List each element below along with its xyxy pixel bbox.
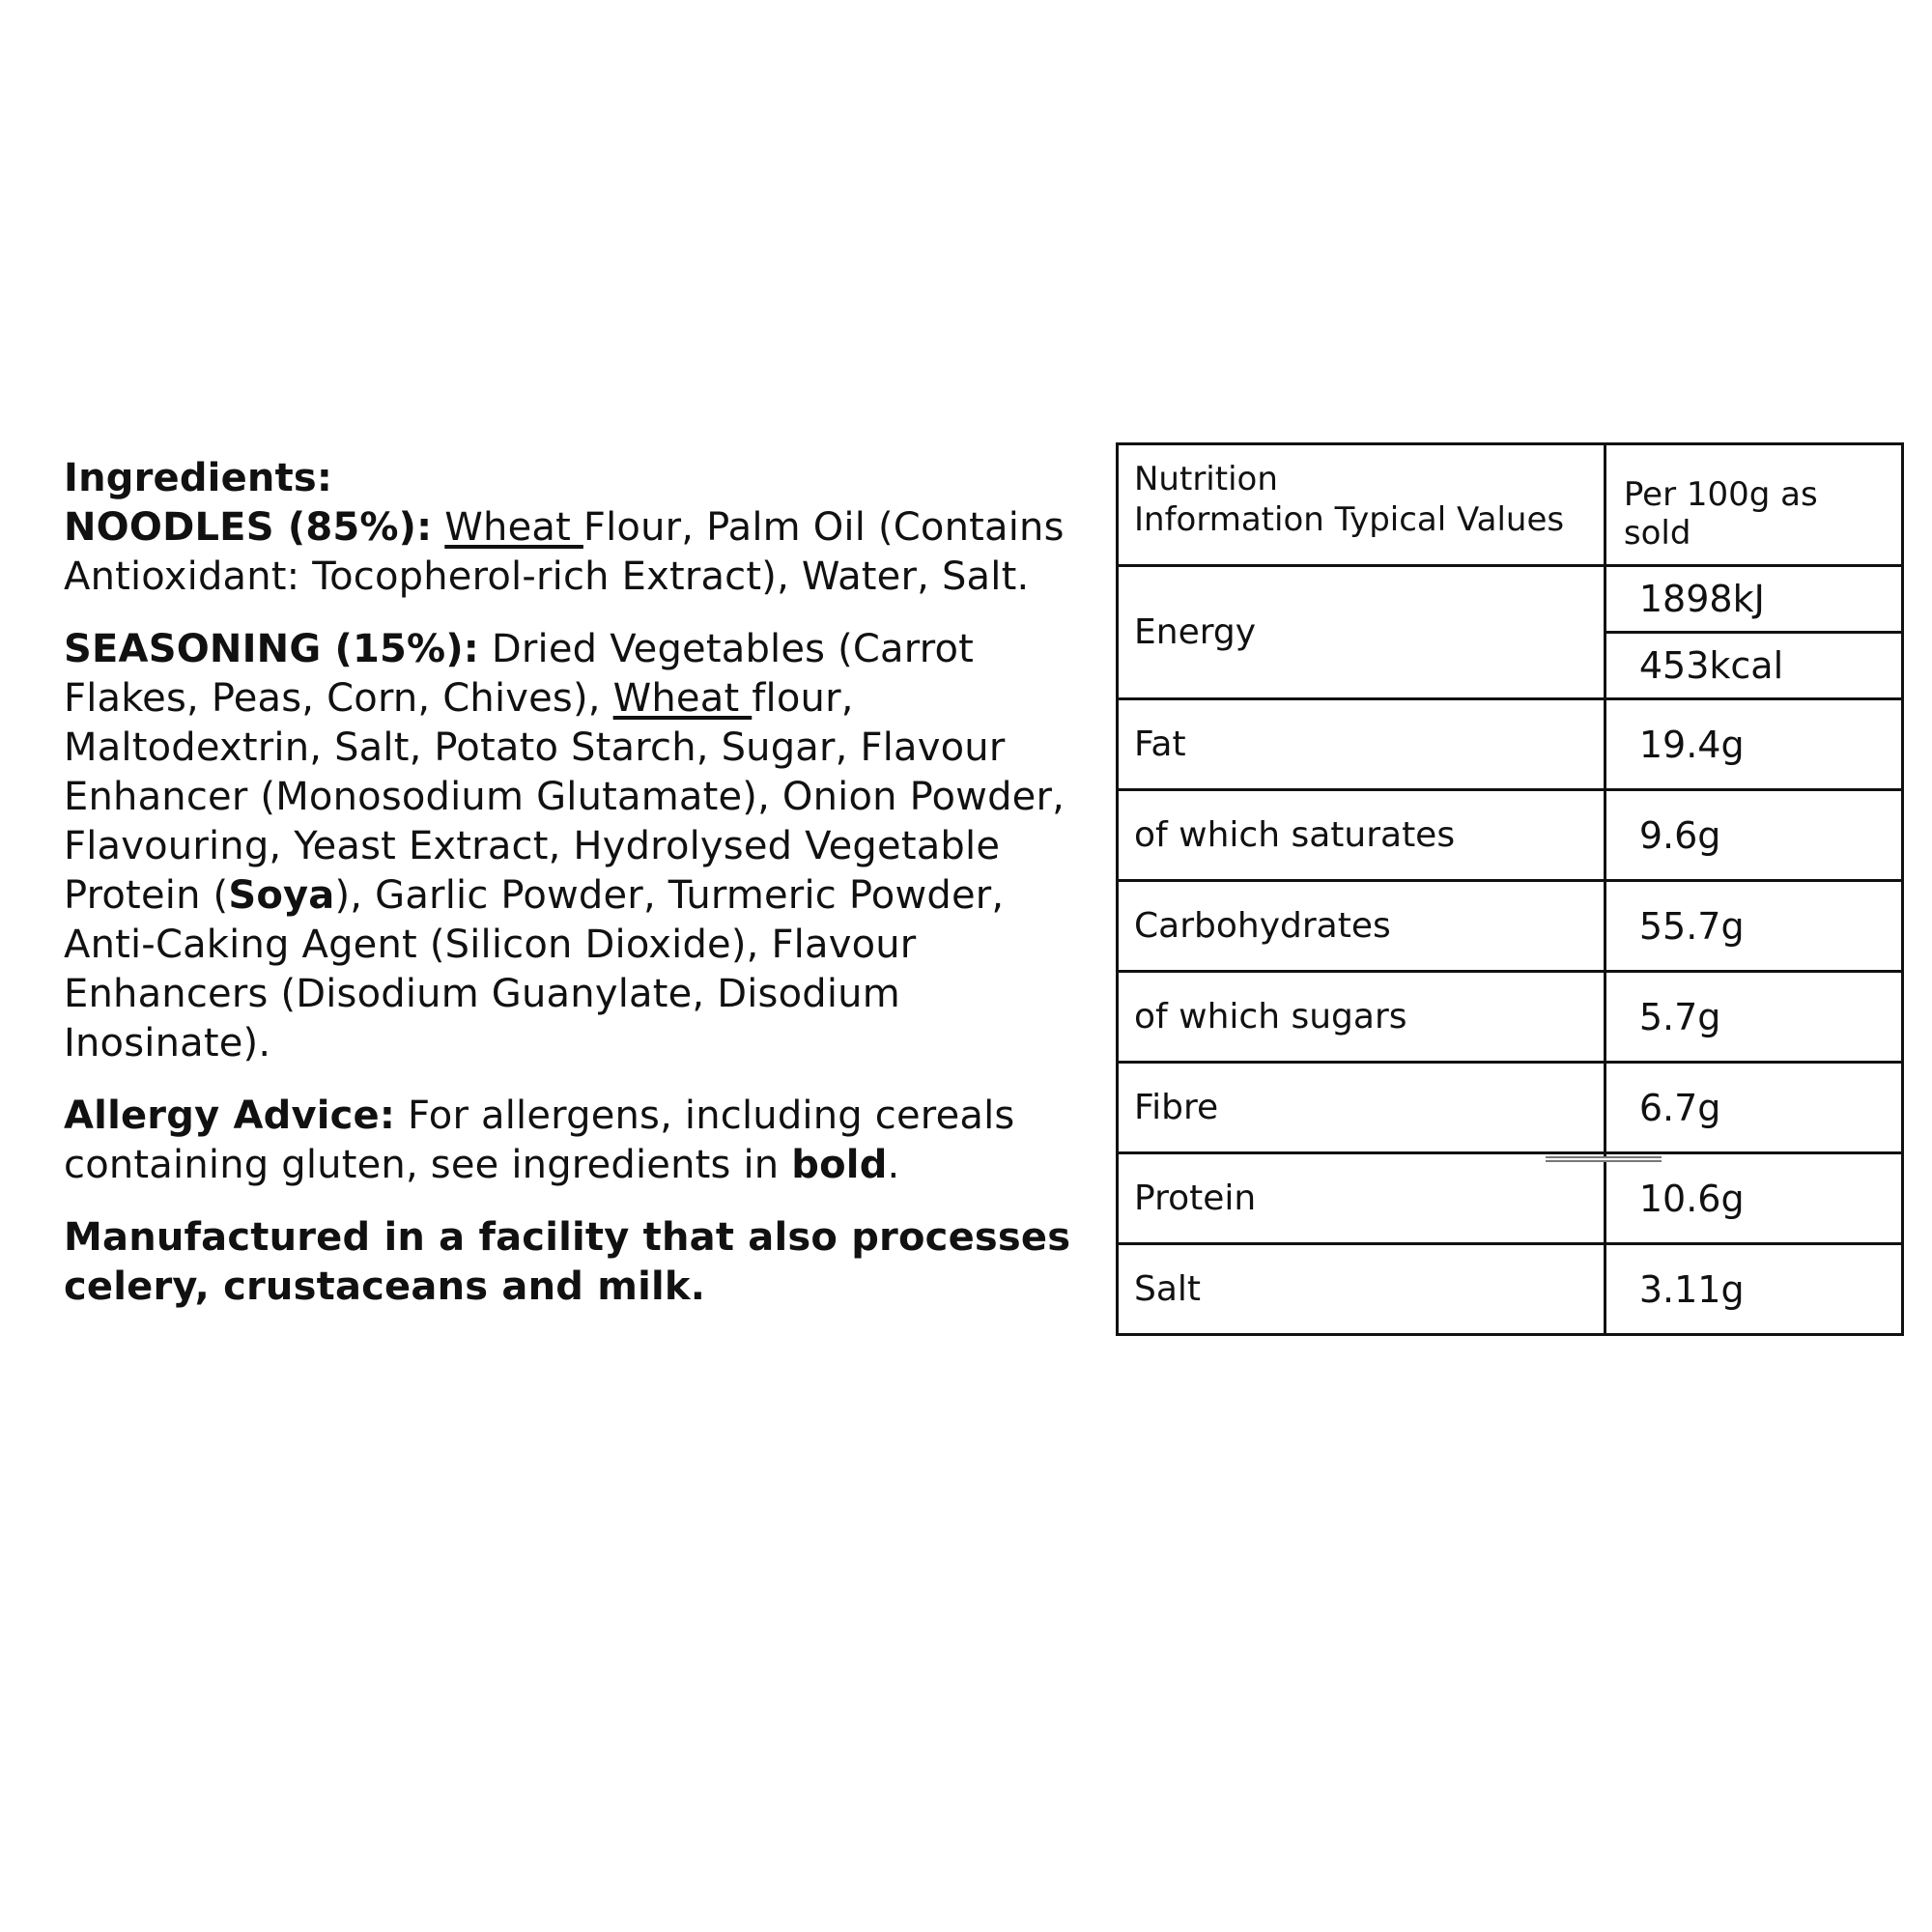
facility-statement: Manufactured in a facility that also processes celery, crustaceans and milk. [64, 1215, 1071, 1309]
nutrient-value: 55.7g [1605, 881, 1902, 972]
nutrient-value: 5.7g [1605, 972, 1902, 1063]
seasoning-label: SEASONING (15%): [64, 627, 479, 671]
nutrition-row [1118, 972, 1903, 1063]
nutrition-row [1118, 881, 1903, 972]
energy-label: Energy [1118, 566, 1605, 699]
allergy-end: . [887, 1143, 900, 1187]
table-line-artifact [1546, 1156, 1662, 1162]
nutrient-label: of which saturates [1118, 790, 1605, 881]
nutrient-label: of which sugars [1118, 972, 1605, 1063]
seasoning-text-2: flour, Maltodextrin, Salt, Potato Starch, Sugar, Flavour Enhancer (Monosodium Glutamate), Onion Powder, Flavouring, Yeast Extract, Hydrolysed Vegetable Protein ( [64, 676, 1065, 918]
nutrition-row [1118, 790, 1903, 881]
seasoning-paragraph [64, 625, 1097, 1068]
nutrient-value: 10.6g [1605, 1153, 1902, 1244]
nutrient-label: Protein [1118, 1153, 1605, 1244]
allergy-label: Allergy Advice: [64, 1094, 396, 1138]
allergy-text: For allergens, including cereals containing gluten, see ingredients in [64, 1094, 1015, 1187]
allergy-advice [64, 1092, 1097, 1190]
noodles-text: Flour, Palm Oil (Contains Antioxidant: Tocopherol-rich Extract), Water, Salt. [64, 505, 1065, 599]
energy-kj-value: 1898kJ [1605, 566, 1902, 633]
energy-row-kj [1118, 566, 1903, 633]
nutrition-header-row [1118, 444, 1903, 566]
seasoning-text-1: Dried Vegetables (Carrot Flakes, Peas, Corn, Chives), [64, 627, 975, 721]
nutrient-value: 6.7g [1605, 1063, 1902, 1153]
noodles-paragraph [64, 503, 1097, 602]
nutrition-header-line1: Nutrition [1134, 460, 1278, 498]
seasoning-allergen-soya: Soya [228, 873, 335, 918]
ingredients-block [64, 454, 1097, 1335]
nutrient-value: 19.4g [1605, 699, 1902, 790]
per-100g-header: Per 100g as sold [1605, 444, 1902, 566]
energy-kcal-value: 453kcal [1605, 633, 1902, 699]
nutrition-row [1118, 699, 1903, 790]
seasoning-allergen-wheat: Wheat [612, 676, 753, 721]
nutrition-row [1118, 1244, 1903, 1335]
nutrient-value: 9.6g [1605, 790, 1902, 881]
nutrition-header-line2: Information Typical Values [1134, 500, 1565, 539]
noodles-allergen-wheat: Wheat [444, 505, 583, 550]
nutrition-header-label [1118, 444, 1605, 566]
nutrient-value: 3.11g [1605, 1244, 1902, 1335]
allergy-bold-word: bold [791, 1143, 888, 1187]
ingredients-heading: Ingredients: [64, 456, 333, 500]
nutrient-label: Carbohydrates [1118, 881, 1605, 972]
noodles-label: NOODLES (85%): [64, 505, 433, 550]
nutrition-row [1118, 1063, 1903, 1153]
nutrient-label: Fibre [1118, 1063, 1605, 1153]
nutrient-label: Fat [1118, 699, 1605, 790]
nutrition-row [1118, 1153, 1903, 1244]
seasoning-text-3: ), Garlic Powder, Turmeric Powder, Anti-Caking Agent (Silicon Dioxide), Flavour Enhancers (Disodium Guanylate, Disodium Inosinate). [64, 873, 1005, 1065]
nutrition-table [1116, 442, 1904, 1336]
nutrient-label: Salt [1118, 1244, 1605, 1335]
